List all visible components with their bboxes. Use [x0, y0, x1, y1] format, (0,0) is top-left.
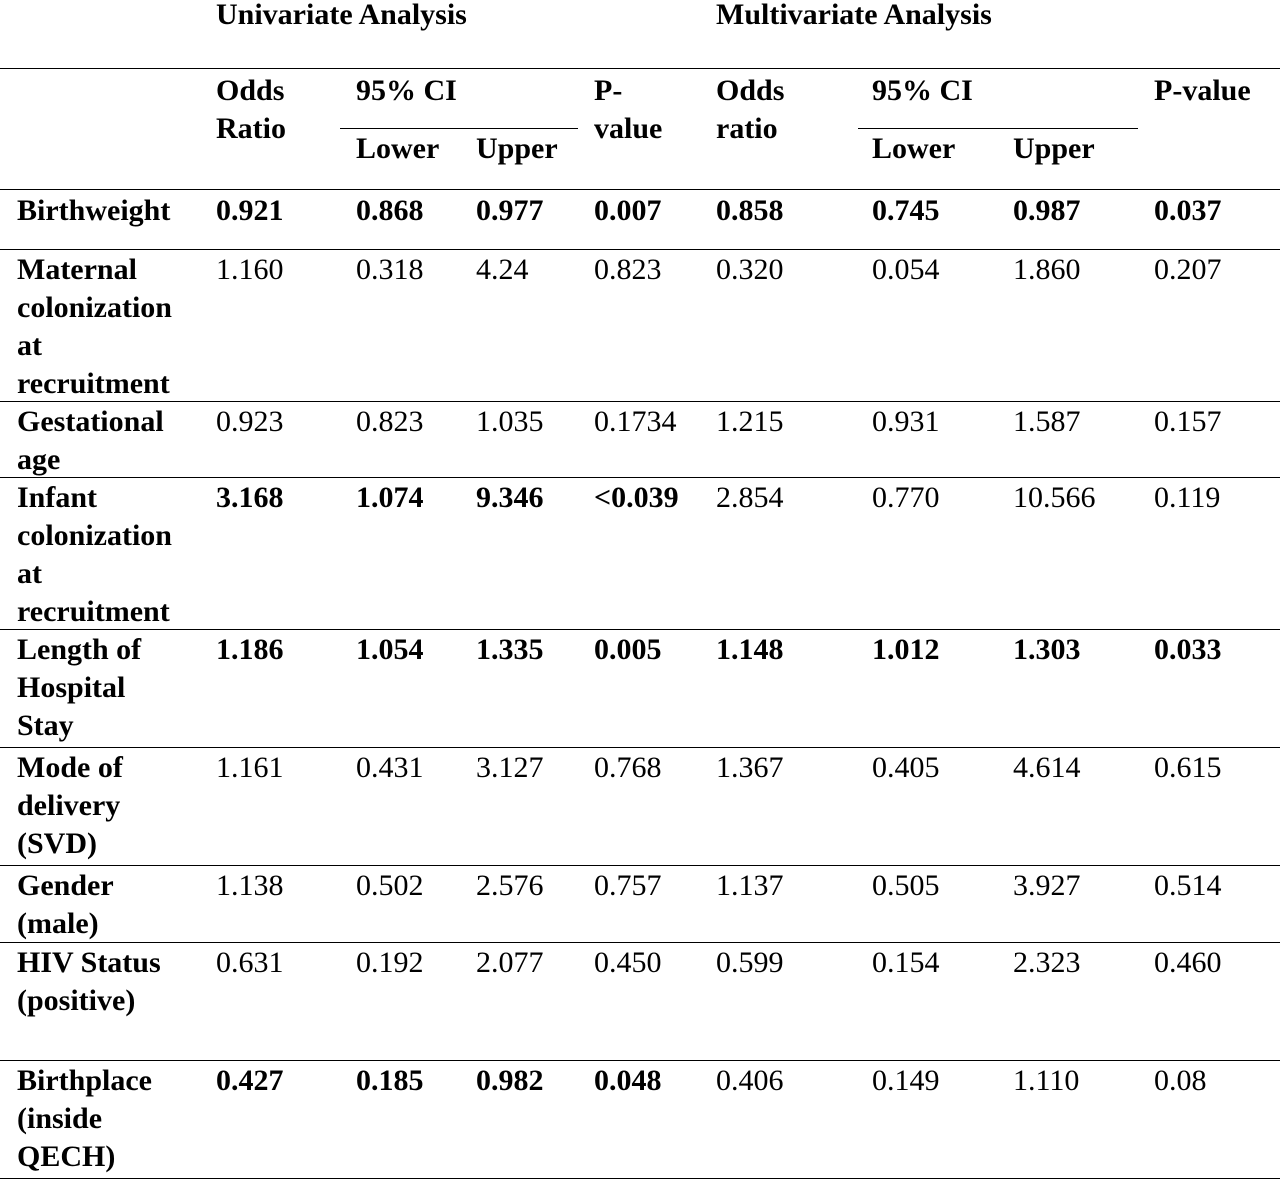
row-separator — [0, 477, 1280, 478]
col-header-uni-p-value: P- value — [594, 74, 663, 145]
cell-multi-upper: 10.566 — [1013, 481, 1096, 514]
cell-multi-p-value: 0.157 — [1154, 405, 1222, 438]
cell-uni-odds-ratio: 1.161 — [216, 751, 284, 784]
cell-uni-p-value: 0.048 — [594, 1064, 662, 1097]
cell-multi-p-value: 0.207 — [1154, 253, 1222, 286]
cell-multi-p-value: 0.514 — [1154, 869, 1222, 902]
row-label: Maternal colonization at recruitment — [17, 253, 172, 400]
row-label: Mode of delivery (SVD) — [17, 751, 123, 860]
cell-multi-lower: 0.931 — [872, 405, 940, 438]
col-header-uni-odds-ratio: Odds Ratio — [216, 74, 286, 145]
col-header-multi-ci: 95% CI — [872, 74, 973, 107]
cell-multi-odds-ratio: 0.858 — [716, 194, 784, 227]
cell-uni-p-value: <0.039 — [594, 481, 679, 514]
row-label: Length of Hospital Stay — [17, 633, 142, 742]
cell-multi-upper: 4.614 — [1013, 751, 1081, 784]
cell-multi-lower: 0.154 — [872, 946, 940, 979]
cell-multi-lower: 0.770 — [872, 481, 940, 514]
cell-uni-p-value: 0.005 — [594, 633, 662, 666]
row-label: HIV Status (positive) — [17, 946, 161, 1017]
col-header-multi-p-value: P-value — [1154, 74, 1251, 107]
cell-multi-upper: 1.303 — [1013, 633, 1081, 666]
cell-uni-lower: 0.192 — [356, 946, 424, 979]
cell-uni-odds-ratio: 0.631 — [216, 946, 284, 979]
cell-uni-upper: 0.982 — [476, 1064, 544, 1097]
cell-multi-lower: 0.745 — [872, 194, 940, 227]
cell-uni-upper: 0.977 — [476, 194, 544, 227]
cell-uni-lower: 0.823 — [356, 405, 424, 438]
rule-uni-ci — [340, 128, 578, 129]
cell-multi-odds-ratio: 0.599 — [716, 946, 784, 979]
row-label: Gestational age — [17, 405, 164, 476]
row-label: Birthplace (inside QECH) — [17, 1064, 152, 1173]
cell-multi-upper: 3.927 — [1013, 869, 1081, 902]
cell-uni-lower: 0.868 — [356, 194, 424, 227]
cell-multi-upper: 2.323 — [1013, 946, 1081, 979]
cell-uni-p-value: 0.007 — [594, 194, 662, 227]
cell-multi-odds-ratio: 1.215 — [716, 405, 784, 438]
cell-multi-odds-ratio: 2.854 — [716, 481, 784, 514]
col-header-multi-upper: Upper — [1013, 132, 1095, 165]
cell-uni-p-value: 0.757 — [594, 869, 662, 902]
row-separator — [0, 1178, 1280, 1179]
col-header-multi-lower: Lower — [872, 132, 956, 165]
cell-multi-lower: 0.054 — [872, 253, 940, 286]
cell-uni-p-value: 0.823 — [594, 253, 662, 286]
cell-multi-lower: 0.505 — [872, 869, 940, 902]
cell-uni-p-value: 0.768 — [594, 751, 662, 784]
group-header-multivariate: Multivariate Analysis — [716, 0, 992, 31]
cell-uni-upper: 4.24 — [476, 253, 529, 286]
row-separator — [0, 942, 1280, 943]
rule-multi-ci — [858, 128, 1138, 129]
row-separator — [0, 401, 1280, 402]
cell-uni-odds-ratio: 3.168 — [216, 481, 284, 514]
row-separator — [0, 1060, 1280, 1061]
cell-uni-odds-ratio: 0.923 — [216, 405, 284, 438]
cell-multi-upper: 0.987 — [1013, 194, 1081, 227]
row-label: Gender (male) — [17, 869, 114, 940]
cell-uni-p-value: 0.450 — [594, 946, 662, 979]
cell-uni-upper: 3.127 — [476, 751, 544, 784]
cell-uni-lower: 0.318 — [356, 253, 424, 286]
cell-uni-odds-ratio: 1.138 — [216, 869, 284, 902]
cell-uni-upper: 2.576 — [476, 869, 544, 902]
row-separator — [0, 865, 1280, 866]
cell-multi-p-value: 0.08 — [1154, 1064, 1207, 1097]
cell-multi-p-value: 0.460 — [1154, 946, 1222, 979]
row-separator — [0, 629, 1280, 630]
cell-multi-odds-ratio: 1.367 — [716, 751, 784, 784]
cell-uni-upper: 9.346 — [476, 481, 544, 514]
col-header-uni-ci: 95% CI — [356, 74, 457, 107]
cell-multi-lower: 0.405 — [872, 751, 940, 784]
cell-multi-odds-ratio: 0.320 — [716, 253, 784, 286]
cell-uni-lower: 1.074 — [356, 481, 424, 514]
rule-header-bottom — [0, 189, 1280, 190]
cell-multi-odds-ratio: 1.148 — [716, 633, 784, 666]
row-separator — [0, 249, 1280, 250]
cell-uni-upper: 1.335 — [476, 633, 544, 666]
row-label: Infant colonization at recruitment — [17, 481, 172, 628]
col-header-uni-lower: Lower — [356, 132, 440, 165]
cell-multi-lower: 0.149 — [872, 1064, 940, 1097]
cell-multi-upper: 1.110 — [1013, 1064, 1080, 1097]
cell-multi-odds-ratio: 1.137 — [716, 869, 784, 902]
cell-multi-p-value: 0.037 — [1154, 194, 1222, 227]
cell-multi-p-value: 0.119 — [1154, 481, 1221, 514]
cell-multi-p-value: 0.033 — [1154, 633, 1222, 666]
cell-multi-upper: 1.587 — [1013, 405, 1081, 438]
cell-multi-lower: 1.012 — [872, 633, 940, 666]
cell-uni-lower: 1.054 — [356, 633, 424, 666]
col-header-uni-upper: Upper — [476, 132, 558, 165]
col-header-multi-odds-ratio: Odds ratio — [716, 74, 785, 145]
cell-uni-upper: 2.077 — [476, 946, 544, 979]
row-separator — [0, 747, 1280, 748]
cell-multi-odds-ratio: 0.406 — [716, 1064, 784, 1097]
cell-uni-odds-ratio: 1.186 — [216, 633, 284, 666]
rule-top — [0, 68, 1280, 69]
cell-uni-lower: 0.185 — [356, 1064, 424, 1097]
cell-multi-p-value: 0.615 — [1154, 751, 1222, 784]
cell-uni-lower: 0.431 — [356, 751, 424, 784]
group-header-univariate: Univariate Analysis — [216, 0, 467, 31]
cell-uni-p-value: 0.1734 — [594, 405, 677, 438]
cell-uni-odds-ratio: 0.427 — [216, 1064, 284, 1097]
cell-uni-odds-ratio: 1.160 — [216, 253, 284, 286]
cell-multi-upper: 1.860 — [1013, 253, 1081, 286]
cell-uni-lower: 0.502 — [356, 869, 424, 902]
row-label: Birthweight — [17, 194, 171, 227]
cell-uni-upper: 1.035 — [476, 405, 544, 438]
cell-uni-odds-ratio: 0.921 — [216, 194, 284, 227]
